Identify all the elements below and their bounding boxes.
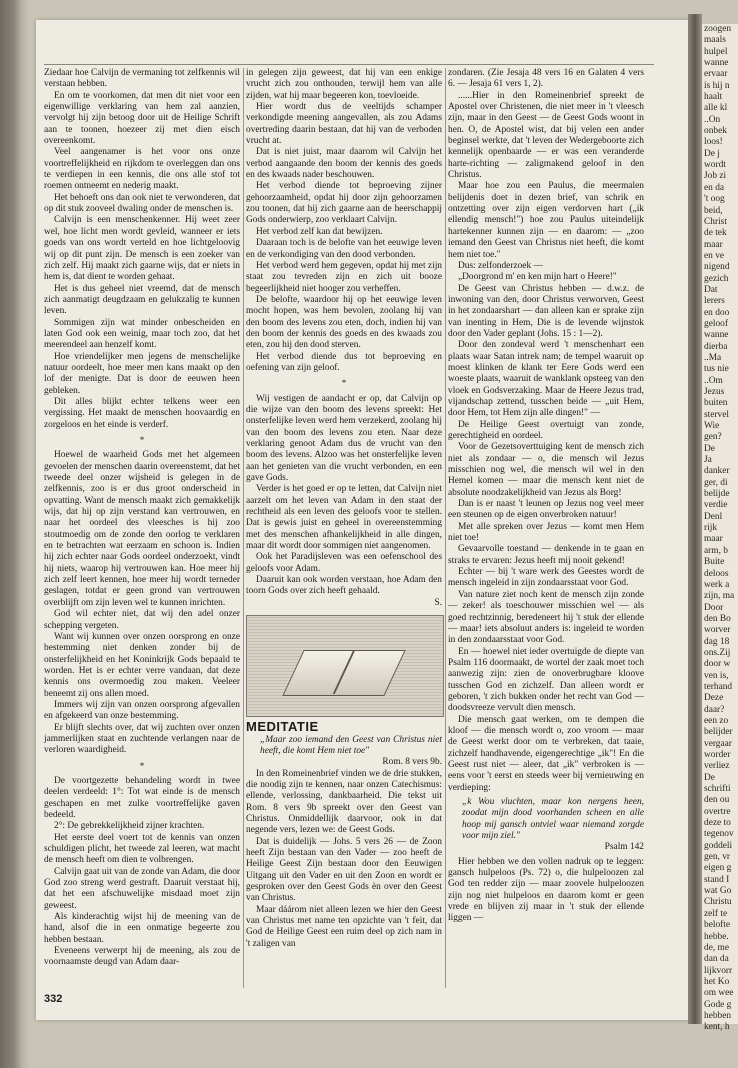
page-number: 332 bbox=[44, 993, 63, 1005]
next-page-fragment: maar bbox=[704, 239, 723, 250]
next-page-fragment: dierba bbox=[704, 341, 728, 352]
next-page-fragment: Jezus bbox=[704, 387, 725, 397]
paragraph: De belofte, waardoor hij op het eeuwige leven mocht hopen, was hem bevolen, zoolang hij van den boom des levens zou eten, doch, indien hij van den boom der kennis des goeds en des kwaads zou eten, zou hij den dood sterven. bbox=[246, 294, 442, 351]
next-page-fragment: arm, b bbox=[704, 545, 728, 556]
paragraph: De Geest van Christus hebben — d.w.z. de inwoning van den, door Christus verworven, Geest in het zondaarshart — dan alleen kan er sprake zijn van inenting in Hem, Die is de levende wijnstok door den Vader geplant (Johs. 15 : 1—2). bbox=[448, 283, 644, 339]
paragraph: Wij vestigen de aandacht er op, dat Calvijn op die wijze van den boom des levens spreekt: Het onsterfelijke leven werd hem verzekerd, zoolang hij van den boom des levens zou eten. Naar deze verklaring genoot Adam dus de vrucht van den boom des levens. Alzoo was het onsterfelijke leven aan het genieten van die vrucht verbonden, en een gave Gods. bbox=[246, 393, 442, 484]
next-page-fragment: deze to bbox=[704, 818, 731, 829]
psalm-quote: „k Wou vluchten, maar kon nergens heen, zoodat mijn dood voorhanden scheen en alle hoop mij gansch ontviel waar niemand zorgde voor mijn ziel." bbox=[462, 797, 644, 842]
next-page-fragment: dag 18 bbox=[704, 636, 730, 647]
next-page-fragment: Ja bbox=[704, 455, 712, 466]
next-page-fragment: haalt bbox=[704, 92, 723, 103]
paragraph: Dus: zelfonderzoek — bbox=[458, 260, 543, 271]
meditatie-quote: „Maar zoo iemand den Geest van Christus niet heeft, die komt Hem niet toe" bbox=[260, 734, 442, 756]
paragraph: Dit alles blijkt echter telkens weer een vergissing. Het maakt de menschen hoovaardig en zorgeloos en het einde is verderf. bbox=[44, 396, 240, 430]
meditatie-heading: MEDITATIE bbox=[246, 719, 319, 735]
paragraph: God wil echter niet, dat wij den adel onzer schepping vergeten. bbox=[44, 609, 240, 631]
next-page-fragment: rijk bbox=[704, 523, 718, 534]
paragraph: 2°: De gebrekkelijkheid zijner krachten. bbox=[54, 821, 205, 832]
paragraph: Er blijft slechts over, dat wij zuchten over onzen jammerlijken staat en zuchtende verlangen naar de verloren waardigheid. bbox=[44, 722, 240, 756]
section-divider: * bbox=[139, 760, 145, 771]
paragraph: Hier wordt dus de veeltijds schamper verkondigde meening aangevallen, als zou Adams overtreding daarin bestaan, dat hij van de verboden vrucht at. bbox=[246, 102, 442, 147]
next-page-fragment: Buite bbox=[704, 557, 725, 568]
next-page-fragment: den Bo bbox=[704, 613, 731, 624]
column-rule-2 bbox=[445, 68, 446, 988]
paragraph: Van nature ziet noch kent de mensch zijn zonde — zeker! als toeschouwer misschien wel — als goed rechtzinnig, beredeneert hij 't stuk der ellende — maar! iets absoluut anders is: ingeleid te worden in den zondaarsstaat voor God. bbox=[448, 589, 644, 646]
book-binding bbox=[688, 14, 702, 1024]
next-page-fragment: en doo bbox=[704, 307, 730, 318]
next-page-fragment: is hij n bbox=[704, 80, 730, 91]
meditatie-paragraph: In den Romeinenbrief vinden we de drie stukken, die noodig zijn te kennen, naar onzen Catechismus: ellende, verlossing, dankbaarheid. Die tekst uit Rom. 8 vers 9b spreekt over den Geest van Christus. Onmiddellijk daarvoor, ook in dat negende vers, lezen we: de Geest Gods. bbox=[246, 768, 442, 836]
column-1 bbox=[44, 68, 240, 969]
next-page-fragment: zoogen bbox=[704, 24, 732, 34]
next-page-fragment: deloos bbox=[704, 568, 729, 579]
next-page-fragment: gen, vr bbox=[704, 852, 731, 863]
paragraph: „Doorgrond m' en ken mijn hart o Heere!" bbox=[458, 272, 617, 283]
paragraph: Ziedaar hoe Calvijn de vermaning tot zelfkennis wil verstaan hebben. bbox=[44, 68, 240, 90]
next-page-fragment: Gode g bbox=[704, 999, 732, 1010]
section-divider: * bbox=[139, 435, 145, 445]
next-page-fragment: 't oog bbox=[704, 194, 725, 205]
paragraph: Die mensch gaat werken, om te dempen die kloof — die mensch wordt o, zoo vroom — maar de Geest werkt door om te verbreken, dat taaie, zichzelf handhavende, eigengerechtige „ik"! En die Geest rust niet — aleer, dat „ik" verbroken is — eens voor 't eerst en steeds weer bij vernieuwing en verdieping: bbox=[448, 714, 644, 793]
next-page-fragment: en ve bbox=[704, 250, 725, 261]
next-page-fragment: ..Ma bbox=[704, 352, 722, 363]
next-page-fragment: door w bbox=[704, 659, 731, 670]
next-page-fragment: het Ko bbox=[704, 976, 730, 987]
paragraph: Veel aangenamer is het voor ons onze voortreffelijkheid en rijkdom te overleggen dan ons te verdiepen in een kennis, die ons alle stof tot roemen ontneemt en nederig maakt. bbox=[44, 147, 240, 192]
next-page-fragment: zijn, ma bbox=[704, 591, 735, 602]
next-page-fragment: ..On bbox=[704, 114, 721, 125]
next-page-fragment: Christu bbox=[704, 897, 732, 908]
paragraph: En om te voorkomen, dat men dit niet voor een eigenwillige verklaring van hem zal aanzien, vervolgt hij zijn betoog door uit de Heilige Schrift aan te toonen, hoezeer zij met dien eisch overeenkomt. bbox=[44, 90, 240, 147]
next-page-fragment: goddeli bbox=[704, 840, 733, 851]
next-page-fragment: De bbox=[704, 443, 715, 454]
next-page-fragment: werk a bbox=[704, 579, 730, 590]
next-page-fragment: Dat bbox=[704, 284, 718, 295]
next-page-fragment: stervel bbox=[704, 409, 729, 420]
next-page-fragment: gen? bbox=[704, 432, 722, 443]
next-page-fragment: danker bbox=[704, 466, 730, 477]
paragraph: Het is dus geheel niet vreemd, dat de mensch zich aanmatigt deugdzaam en gelukzalig te kunnen leven. bbox=[44, 283, 240, 317]
next-page-fragment: zelf te bbox=[704, 908, 728, 919]
next-page-edge bbox=[702, 24, 738, 1033]
top-rule bbox=[44, 64, 654, 65]
next-page-fragment: de, me bbox=[704, 942, 729, 953]
next-page-fragment: Deze bbox=[704, 693, 724, 704]
paragraph: Dat is niet juist, maar daarom wil Calvijn het verbod aangaande den boom der kennis des goeds en des kwaads nader beschouwen. bbox=[246, 147, 442, 181]
paragraph: Het verbod werd hem gegeven, opdat hij met zijn staat zou tevreden zijn en zich uit booze begeerlijkheid niet hooger zou verheffen. bbox=[246, 260, 442, 294]
paragraph: Calvijn gaat uit van de zonde van Adam, die door God zoo streng werd gestraft. Daaruit verstaat hij, dat het een afschuwelijke misdaad moet zijn geweest. bbox=[44, 866, 240, 911]
next-page-fragment: overtre bbox=[704, 806, 731, 817]
next-page-fragment: belijder bbox=[704, 727, 733, 738]
next-page-fragment: gezich bbox=[704, 273, 729, 284]
next-page-fragment: belofte bbox=[704, 920, 731, 931]
next-page-fragment: ervaar bbox=[704, 69, 728, 80]
paragraph: De Heilige Geest overtuigt van zonde, gerechtigheid en oordeel. bbox=[448, 419, 644, 441]
paragraph: Het verbod zelf kan dat bewijzen. bbox=[256, 226, 383, 237]
next-page-fragment: om wee bbox=[704, 988, 734, 999]
paragraph: Want wij kunnen over onzen oorsprong en onze bestemming niet denken zonder bij de onsterfelijkheid en het Koninkrijk Gods bepaald te worden. Het is er echter verre vandaan, dat deze kennis ons overmoedig zou maken. Veeleer beneemt zij ons allen moed. bbox=[44, 631, 240, 699]
next-page-fragment: dan da bbox=[704, 954, 729, 965]
next-page-fragment: de tek bbox=[704, 228, 727, 239]
paragraph: in gelegen zijn geweest, dat hij van een enkige vrucht zich zou onthouden, terwijl hem van alle zijden, wat hij maar begeeren kon, toevloeide. bbox=[246, 68, 442, 101]
column-3 bbox=[448, 68, 644, 925]
next-page-fragment: lijkvorr bbox=[704, 965, 733, 976]
next-page-fragment: onbek bbox=[704, 126, 727, 137]
paragraph: Als kinderachtig wijst hij de meening van de hand, alsof die in een onmatige begeerte zou hebben bestaan. bbox=[44, 912, 240, 945]
next-page-fragment: Door bbox=[704, 602, 724, 613]
signature: S. bbox=[434, 597, 442, 608]
next-page-fragment: belijde bbox=[704, 489, 730, 500]
next-page-fragment: worver bbox=[704, 625, 731, 636]
meditatie-paragraph: Dat is duidelijk — Johs. 5 vers 26 — de Zoon heeft Zijn bestaan van den Vader — zoo heeft de Heilige Geest Zijn bestaan door den Eeuwigen Uitgang uit den Vader en uit den Zoon en wordt er gesproken over den Geest Gods èn over den Geest van Christus. bbox=[246, 836, 442, 904]
col3-final-paragraph: Hier hebben we den vollen nadruk op te leggen: gansch hulpeloos (Ps. 72) o, die hulpeloozen zal God ten redder zijn — maar zoovele hulpeloozen zijn nog niet hulpeloos en daarom komt er geen vrede en blijven zij maar in 't stuk der ellende liggen — bbox=[448, 856, 644, 924]
next-page-fragment: maar bbox=[704, 534, 723, 545]
paragraph: zondaren. (Zie Jesaja 48 vers 16 en Galaten 4 vers 6. — Jesaja 61 vers 1, 2). bbox=[448, 68, 644, 90]
next-page-fragment: nigend bbox=[704, 262, 730, 273]
paragraph: Het behoeft ons dan ook niet te verwonderen, dat op dit stuk zooveel dwaling onder de menschen is. bbox=[44, 192, 240, 215]
paragraph: De voortgezette behandeling wordt in twee deelen verdeeld: 1°: Tot wat einde is de mensch geschapen en met zulke voortreffelijke gaven bedeeld. bbox=[44, 775, 240, 820]
meditatie-paragraph: Maar dáárom niet alleen lezen we hier den Geest van Christus met name ten opzichte van 't feit, dat God de Heilige Geest een ruim deel op zich nam in 't zaligen van bbox=[246, 904, 442, 949]
next-page-fragment: eigen g bbox=[704, 863, 732, 874]
paragraph: Sommigen zijn wat minder onbescheiden en laten God ook een weinig, maar toch zoo, dat het meerendeel aan henzelf komt. bbox=[44, 317, 240, 351]
next-page-fragment: schrifti bbox=[704, 784, 731, 795]
next-page-fragment: geloof bbox=[704, 318, 728, 329]
paragraph: Eveneens verwerpt hij de meening, als zou de voornaamste deugd van Adam daar- bbox=[44, 946, 240, 968]
paragraph: Gevaarvolle toestand — denkende in te gaan en straks te ervaren: Jezus heeft mij nooit gekend! bbox=[448, 544, 644, 566]
paragraph: Het verbod diende tot beproeving zijner gehoorzaamheid, opdat hij door zijn gehoorzamen zou toonen, dat hij zich gaarne aan de heerschappij Gods onderwierp, zoo verklaart Calvijn. bbox=[246, 181, 442, 226]
next-page-fragment: ..Om bbox=[704, 375, 723, 386]
next-page-fragment: Job zi bbox=[704, 171, 727, 182]
next-page-fragment: ger, di bbox=[704, 477, 728, 488]
paragraph: Voor de Gezetsoverttuiging kent de mensch zich niet als zondaar — o, die mensch wil Jezus misschien nog wel, die mensch wil wel in den Hemel komen — maar die mensch kent niet de absolute noodzakelijkheid van Jezus als Borg! bbox=[448, 442, 644, 498]
meditatie-reference: Rom. 8 vers 9b. bbox=[382, 757, 442, 768]
next-page-fragment: wat Go bbox=[704, 886, 732, 897]
paragraph: Hoe vriendelijker men jegens de menschelijke natuur oordeelt, hoe meer men kans maakt op den lof der menigte. Dat is door de eeuwen heen gebleken. bbox=[44, 351, 240, 396]
paragraph: Verder is het goed er op te letten, dat Calvijn niet aarzelt om het leven van Adam in den staat der rechtheid als een leven des geloofs voor te stellen. Dat is gewis juist en geheel in overeenstemming met des menschen afhankelijkheid in alle dingen, maar dit wordt door sommigen niet aangenomen. bbox=[246, 484, 442, 552]
paragraph: Maar hoe zou een Paulus, die meermalen belijdenis doet in dezen brief, van schrik en ontzetting over zijn eigen verdorven hart („ik ellendig mensch!") hoe zou Paulus uiteindelijk hartekenner kunnen zijn — en daarom: — „zoo iemand den Geest van Christus niet heeft, die komt hem niet toe." bbox=[448, 181, 644, 260]
next-page-fragment: ven is, bbox=[704, 670, 729, 681]
paragraph: Met alle spreken over Jezus — komt men Hem niet toe! bbox=[448, 521, 644, 544]
paragraph: Echter — bij 't ware werk des Geestes wordt de mensch ingeleid in zijn zondaarsstaat voor God. bbox=[448, 567, 644, 589]
next-page-fragment: Denl bbox=[704, 511, 723, 522]
next-page-fragment: kent, h bbox=[704, 1022, 730, 1033]
next-page-fragment: alle kl bbox=[704, 103, 728, 114]
column-rule-1 bbox=[243, 68, 244, 988]
next-page-fragment: stand I bbox=[704, 874, 730, 885]
next-page-fragment: verdie bbox=[704, 500, 728, 511]
paragraph: Daaruit kan ook worden verstaan, hoe Adam den toorn Gods over zich heeft gehaald. bbox=[246, 575, 442, 597]
next-page-fragment: een zo bbox=[704, 715, 729, 726]
paragraph: Calvijn is een menschenkenner. Hij weet zeer wel, hoe licht men wordt gevleid, wanneer er iets goeds van ons wordt verteld en hoe lichtgeloovig wij op dit punt zijn. De mensch is een zoeker van zich zelf. Hij maakt zich gaarne wijs, dat er niets in hem is, dat dient te worden gehaat. bbox=[44, 215, 240, 283]
paragraph: En — hoewel niet ieder overtuigde de diepte van Psalm 116 doormaakt, de wortel der zaak moet toch aanwezig zijn: zien de onoverbrugbare kloove tusschen God en zichzelf. Dan alleen wordt er geboren, 't zich bukken onder het recht van God — doodsvreeze vervult dien mensch. bbox=[448, 646, 644, 714]
paragraph: Immers wij zijn van onzen oorsprong afgevallen en afgekeerd van onze bestemming. bbox=[44, 699, 240, 722]
next-page-fragment: terhand bbox=[704, 681, 733, 692]
paragraph: Daaraan toch is de belofte van het eeuwige leven en de verkondiging van den dood verbonden. bbox=[246, 238, 442, 260]
next-page-fragment: hulpel bbox=[704, 46, 728, 57]
column-2 bbox=[246, 68, 442, 950]
next-page-fragment: hebbe. bbox=[704, 931, 729, 942]
next-page-fragment: daar? bbox=[704, 704, 725, 715]
paragraph: Het eerste deel voert tot de kennis van onzen schuldigen plicht, het tweede zal leeren, wat macht de mensch heeft om dien te volbrengen. bbox=[44, 832, 240, 866]
next-page-fragment: loos! bbox=[704, 137, 723, 148]
next-page-fragment: wanne bbox=[704, 58, 729, 69]
next-page-fragment: lerers bbox=[704, 296, 725, 307]
paragraph: Het verbod diende dus tot beproeving en oefening van zijn geloof. bbox=[246, 351, 442, 373]
section-divider: * bbox=[341, 378, 347, 389]
psalm-reference: Psalm 142 bbox=[604, 842, 644, 853]
paragraph: Hoewel de waarheid Gods met het algemeen gevoelen der menschen daarin overeenstemt, dat het tweede deel onzer wijsheid is gelegen in de zelfkennis, zoo is er dus groot onderscheid in opvatting. Want de mensch maakt zich gemakkelijk wijs, dat hij op zijn verstand kan vertrouwen, en naar het oordeel des vleesches is hij zoo stoutmoedig om de zonde den oorlog te verklaren en te betrachten wat eerzaam en schoon is. Indien hij zich echter naar Gods oordeel onderzoekt, vindt hij niets, waarop hij vertrouwen kan. Hoe meer hij zich zelf leert kennen, hoe meer hij wordt terneder geslagen, totdat er geen grond van vertrouwen overblijft om zijn leven wel te kunnen inrichten. bbox=[44, 450, 241, 608]
paragraph: Ook het Paradijsleven was een oefenschool des geloofs voor Adam. bbox=[246, 552, 442, 574]
next-page-fragment: verliez bbox=[704, 761, 730, 772]
next-page-fragment: wordt bbox=[704, 160, 726, 171]
next-page-fragment: buiten bbox=[704, 398, 728, 409]
next-page-fragment: De bbox=[704, 772, 715, 783]
next-page-fragment: tegenov bbox=[704, 829, 734, 840]
next-page-fragment: vergaar bbox=[704, 738, 732, 749]
paragraph: ......Hier in den Romeinenbrief spreekt de Apostel over Christenen, die niet meer in 't vleesch zijn, maar in den Geest — de Geest Gods woont in hen. O, de Apostel wist, dat bij velen een ander beginsel werkte, dat 't leven der Wedergeboorte zich kennelijk openbaarde — er was een veranderde harte-richting — zaligmakend geloof in den Christus. bbox=[448, 90, 644, 181]
paragraph: Door den zondeval werd 't menschenhart een plaats waar Satan intrek nam; de tempel waaruit op moest klinken de klank ter Eere Gods werd een woeste plaats, waaruit de wanklank opsteeg van den vloek en Godsverzaking. Maar de Heere Jezus trad, vijandschap zettend, tusschen beide — „uit Hem, door Hem, tot Hem zijn alle dingen!" — bbox=[448, 340, 644, 419]
next-page-fragment: beid, bbox=[704, 205, 723, 216]
paragraph: Dan is er naast 't leunen op Jezus nog veel meer een steunen op de eigen onverbroken natuur! bbox=[448, 499, 644, 521]
next-page-fragment: worder bbox=[704, 750, 731, 760]
next-page-fragment: hebben bbox=[704, 1010, 732, 1021]
next-page-fragment: tus nie bbox=[704, 364, 729, 375]
next-page-fragment: wanne bbox=[704, 330, 729, 341]
next-page-fragment: ons.Zij bbox=[704, 647, 731, 658]
next-page-fragment: De j bbox=[704, 148, 720, 159]
open-bible-image bbox=[246, 615, 444, 717]
next-page-fragment: Christ bbox=[704, 216, 727, 227]
next-page-fragment: maals bbox=[704, 35, 726, 46]
next-page-fragment: Wie bbox=[704, 421, 720, 432]
next-page-fragment: en da bbox=[704, 182, 725, 193]
next-page-fragment: den ou bbox=[704, 795, 730, 806]
